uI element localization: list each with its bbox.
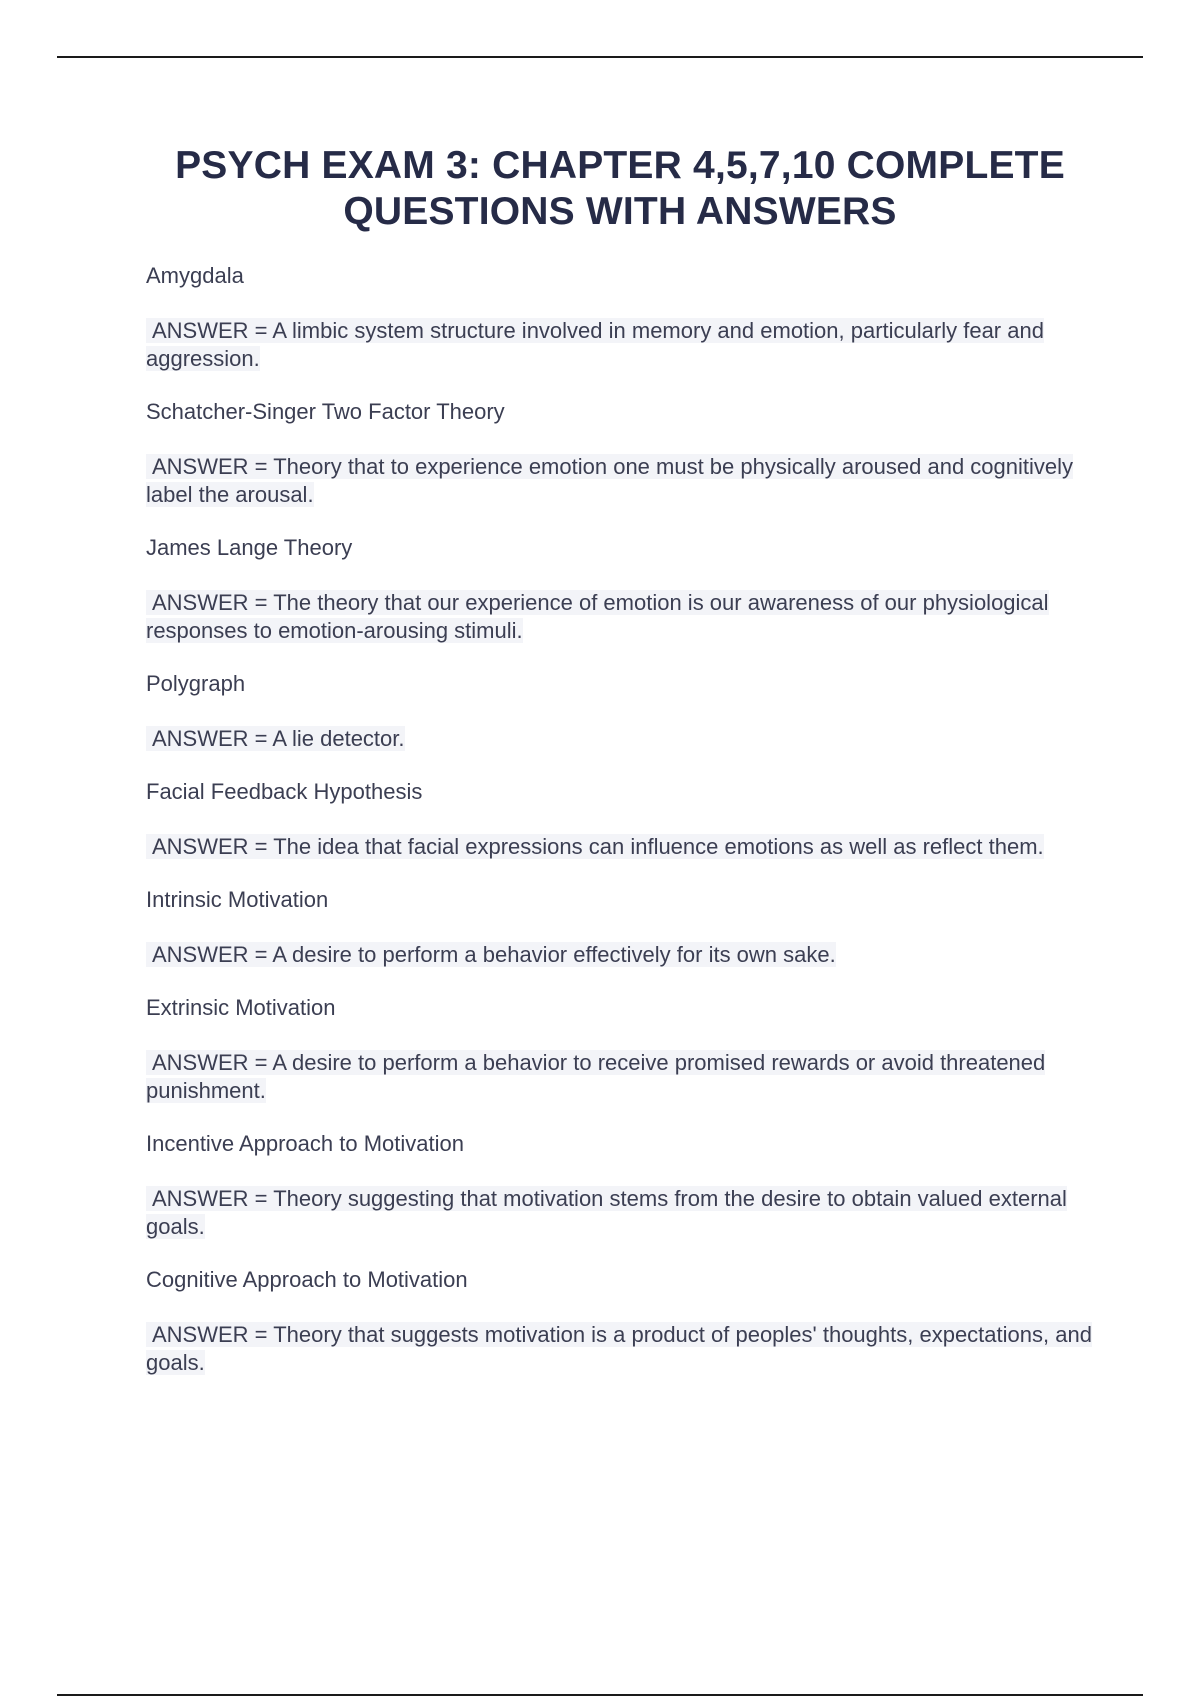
- answer-text: ANSWER = A limbic system structure involved in memory and emotion, particularly fear and aggression.: [146, 318, 1044, 371]
- qa-item: [146, 534, 1106, 645]
- question-term: Cognitive Approach to Motivation: [146, 1267, 468, 1292]
- answer-text: ANSWER = A desire to perform a behavior to receive promised rewards or avoid threatened punishment.: [146, 1050, 1046, 1103]
- qa-item: [146, 398, 1106, 509]
- qa-item: [146, 262, 1106, 373]
- qa-item: [146, 778, 1106, 861]
- answer-text: ANSWER = The theory that our experience of emotion is our awareness of our physiological responses to emotion-arousing stimuli.: [146, 590, 1049, 643]
- question-term: Amygdala: [146, 263, 244, 288]
- question-term: Schatcher-Singer Two Factor Theory: [146, 399, 505, 424]
- qa-item: [146, 1266, 1106, 1377]
- qa-item: [146, 994, 1106, 1105]
- qa-item: [146, 886, 1106, 969]
- question-term: Incentive Approach to Motivation: [146, 1131, 464, 1156]
- qa-item: [146, 670, 1106, 753]
- question-term: Intrinsic Motivation: [146, 887, 329, 912]
- document-title: PSYCH EXAM 3: CHAPTER 4,5,7,10 COMPLETE QUESTIONS WITH ANSWERS: [175, 144, 1065, 233]
- qa-list: [146, 262, 1106, 1402]
- answer-text: ANSWER = A desire to perform a behavior effectively for its own sake.: [146, 941, 1106, 969]
- question-term: Facial Feedback Hypothesis: [146, 779, 423, 804]
- answer-text: ANSWER = Theory that suggests motivation is a product of peoples' thoughts, expectations, and goals.: [146, 1322, 1092, 1375]
- question-term: Extrinsic Motivation: [146, 995, 336, 1020]
- top-rule: [57, 56, 1143, 58]
- question-term: Polygraph: [146, 671, 246, 696]
- question-term: James Lange Theory: [146, 535, 353, 560]
- answer-text: ANSWER = The idea that facial expressions can influence emotions as well as reflect them.: [146, 833, 1106, 861]
- answer-text: ANSWER = Theory that to experience emotion one must be physically aroused and cognitively label the arousal.: [146, 454, 1074, 507]
- answer-text: ANSWER = A lie detector.: [146, 725, 1106, 753]
- answer-text: ANSWER = Theory suggesting that motivation stems from the desire to obtain valued external goals.: [146, 1186, 1067, 1239]
- bottom-rule: [57, 1694, 1143, 1696]
- qa-item: [146, 1130, 1106, 1241]
